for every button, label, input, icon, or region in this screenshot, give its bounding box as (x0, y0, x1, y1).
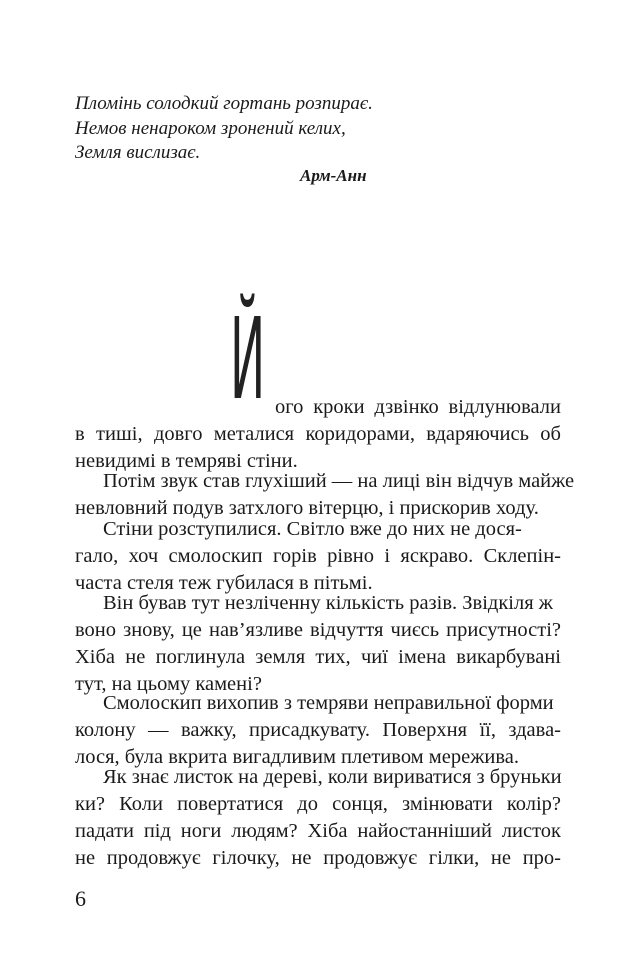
body-line: Потім звук став глухіший — на лиці він відчув майже (103, 470, 575, 492)
epigraph-line: Немов ненароком зронений келих, (75, 117, 346, 139)
epigraph-author: Арм-Анн (300, 166, 367, 185)
drop-cap: Й (230, 295, 262, 425)
epigraph-line: Земля вислизає. (75, 142, 201, 163)
body-line: падати під ноги людям? Хіба найостанніший листок (75, 820, 561, 842)
body-line: невидимі в темряві стіни. (75, 450, 298, 472)
body-line: ого кроки дзвінко відлунювали (275, 396, 561, 418)
body-line: Він бував тут незліченну кількість разів. Звідкіля ж (103, 592, 553, 614)
body-line: Хіба не поглинула земля тих, чиї імена викарбувані (75, 646, 561, 668)
body-line: гало, хоч смолоскип горів рівно і яскраво. Склепін- (75, 545, 561, 567)
body-line: невловний подув затхлого вітерцю, і прискорив ходу. (75, 497, 539, 519)
body-line: колону — важку, присадкувату. Поверхня її, здава- (75, 719, 561, 741)
epigraph-line: Пломінь солодкий гортань розпирає. (75, 93, 373, 114)
body-line: Як знає листок на дереві, коли вириватися з бруньки (103, 766, 562, 788)
epigraph (75, 92, 375, 166)
body-line: не продовжує гілочку, не продовжує гілки, не про- (75, 847, 561, 869)
page-number: 6 (75, 886, 86, 911)
body-line: часта стеля теж губилася в пітьмі. (75, 572, 373, 594)
body-line: в тиші, довго металися коридорами, вдаряючись об (75, 423, 561, 445)
body-line: воно знову, це нав’язливе відчуття чиєсь присутності? (75, 619, 561, 641)
body-line: лося, була вкрита вигадливим плетивом мережива. (75, 746, 519, 768)
body-line: ки? Коли повертатися до сонця, змінювати колір? (75, 793, 561, 815)
body-line: Стіни розступилися. Світло вже до них не дося- (103, 518, 522, 540)
body-line: тут, на цьому камені? (75, 673, 262, 695)
body-line: Смолоскип вихопив з темряви неправильної форми (103, 692, 554, 714)
